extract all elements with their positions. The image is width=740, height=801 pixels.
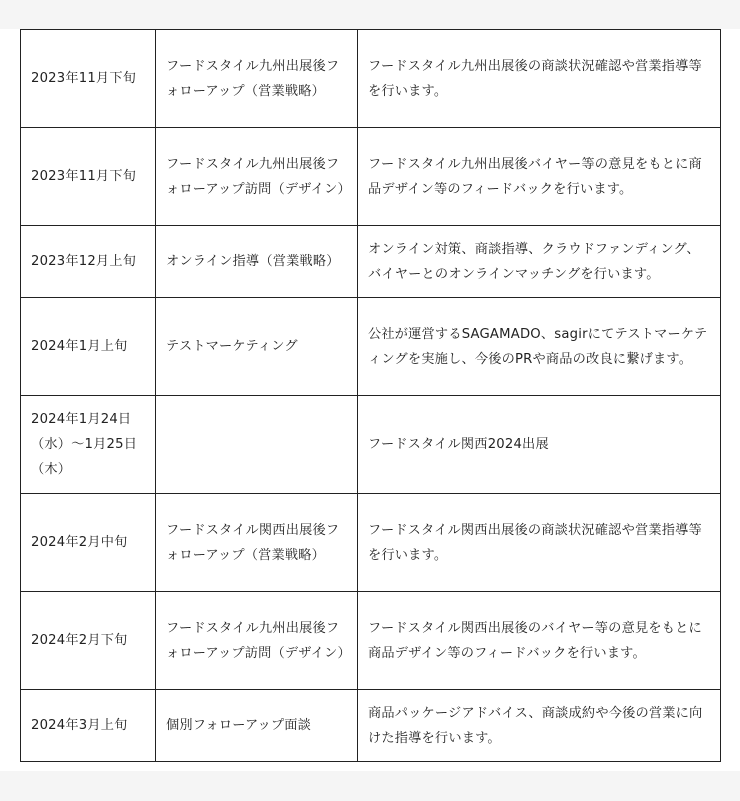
item-cell: フードスタイル関西出展後フォローアップ（営業戦略） [156, 494, 358, 592]
table-row [21, 298, 721, 396]
item-cell [156, 396, 358, 494]
date-cell: 2023年11月下旬 [21, 30, 156, 128]
description-cell: フードスタイル関西2024出展 [358, 396, 721, 494]
date-cell: 2024年1月24日（水）～1月25日（木） [21, 396, 156, 494]
item-cell: フードスタイル九州出展後フォローアップ訪問（デザイン） [156, 592, 358, 690]
item-cell: フードスタイル九州出展後フォローアップ（営業戦略） [156, 30, 358, 128]
schedule-table [20, 29, 721, 762]
content-area [0, 29, 740, 771]
table-row [21, 592, 721, 690]
description-cell: フードスタイル九州出展後の商談状況確認や営業指導等を行います。 [358, 30, 721, 128]
table-row [21, 128, 721, 226]
date-cell: 2024年2月中旬 [21, 494, 156, 592]
description-cell: フードスタイル関西出展後のバイヤー等の意見をもとに商品デザイン等のフィードバックを行います。 [358, 592, 721, 690]
item-cell: オンライン指導（営業戦略） [156, 226, 358, 298]
date-cell: 2023年12月上旬 [21, 226, 156, 298]
description-cell: フードスタイル九州出展後バイヤー等の意見をもとに商品デザイン等のフィードバックを行います。 [358, 128, 721, 226]
table-row [21, 494, 721, 592]
description-cell: オンライン対策、商談指導、クラウドファンディング、バイヤーとのオンラインマッチングを行います。 [358, 226, 721, 298]
item-cell: テストマーケティング [156, 298, 358, 396]
item-cell: 個別フォローアップ面談 [156, 690, 358, 762]
description-cell: フードスタイル関西出展後の商談状況確認や営業指導等を行います。 [358, 494, 721, 592]
table-row [21, 690, 721, 762]
table-row [21, 396, 721, 494]
item-cell: フードスタイル九州出展後フォローアップ訪問（デザイン） [156, 128, 358, 226]
table-row [21, 226, 721, 298]
date-cell: 2024年3月上旬 [21, 690, 156, 762]
description-cell: 商品パッケージアドバイス、商談成約や今後の営業に向けた指導を行います。 [358, 690, 721, 762]
description-cell: 公社が運営するSAGAMADO、sagirにてテストマーケティングを実施し、今後のPRや商品の改良に繋げます。 [358, 298, 721, 396]
date-cell: 2024年2月下旬 [21, 592, 156, 690]
date-cell: 2023年11月下旬 [21, 128, 156, 226]
table-row [21, 30, 721, 128]
date-cell: 2024年1月上旬 [21, 298, 156, 396]
